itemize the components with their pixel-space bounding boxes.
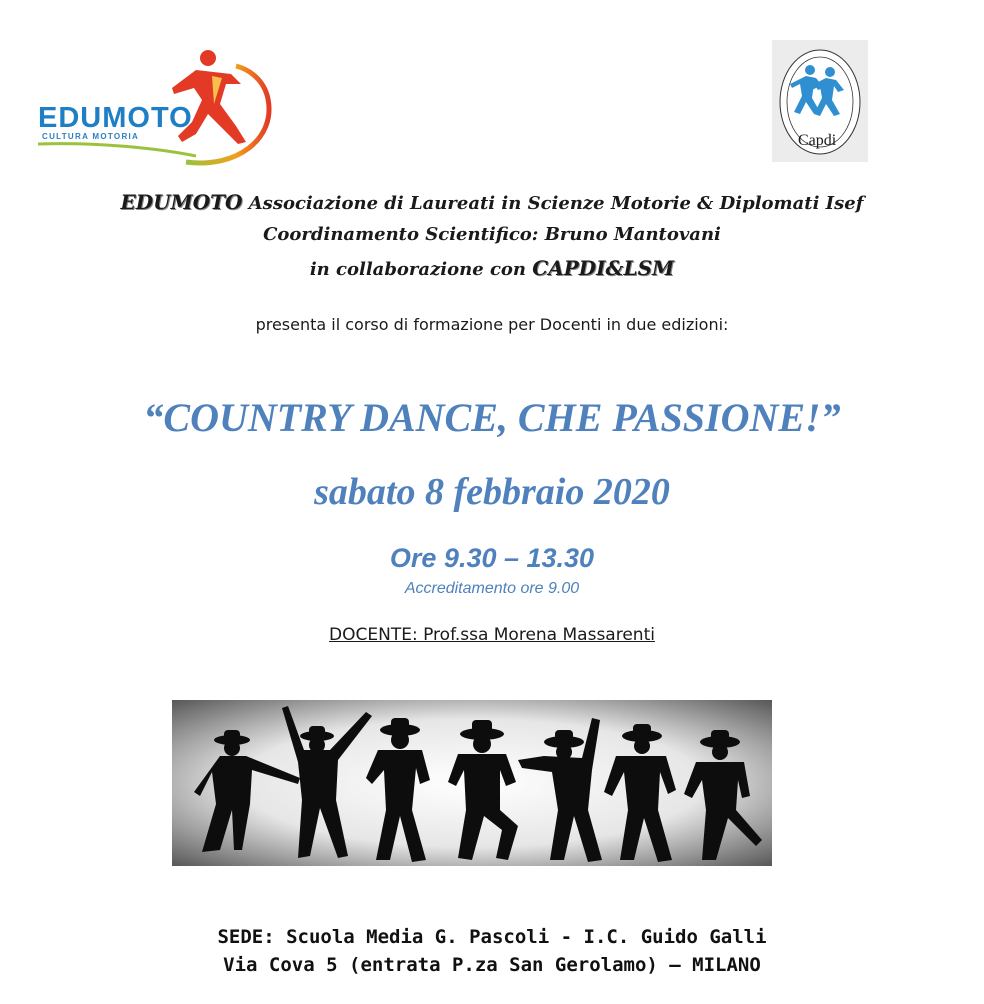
edumoto-wordmark: EDUMOTO	[38, 102, 193, 134]
collab-prefix: in collaborazione con	[309, 259, 533, 280]
accreditation-time: Accreditamento ore 9.00	[404, 580, 580, 597]
teacher-line	[0, 625, 984, 645]
intro-text: presenta il corso di formazione per Docenti in due edizioni:	[255, 315, 729, 334]
org-name: EDUMOTO	[120, 190, 243, 214]
event-time: Ore 9.30 – 13.30	[389, 543, 595, 573]
collab-name: CAPDI&LSM	[532, 256, 675, 280]
capdi-wordmark: Capdi	[798, 132, 837, 149]
event-title: “COUNTRY DANCE, CHE PASSIONE!”	[143, 395, 841, 440]
edumoto-logo	[36, 44, 286, 174]
edumoto-tagline: CULTURA MOTORIA	[42, 132, 140, 141]
venue-line-school: SEDE: Scuola Media G. Pascoli - I.C. Guido Galli	[217, 926, 767, 948]
capdi-logo	[772, 40, 868, 162]
teacher-text: DOCENTE: Prof.ssa Morena Massarenti	[329, 625, 655, 645]
header-line-coordination: Coordinamento Scientifico: Bruno Mantovani	[263, 224, 721, 245]
header-line-organization	[0, 190, 984, 214]
header-line-collaboration	[0, 256, 984, 280]
country-dancers-silhouettes-icon	[172, 700, 772, 866]
dancers-illustration	[172, 700, 772, 866]
org-description: Associazione di Laureati in Scienze Motorie & Diplomati Isef	[242, 193, 864, 214]
event-date: sabato 8 febbraio 2020	[314, 471, 670, 513]
venue-line-address: Via Cova 5 (entrata P.za San Gerolamo) – MILANO	[223, 954, 761, 976]
